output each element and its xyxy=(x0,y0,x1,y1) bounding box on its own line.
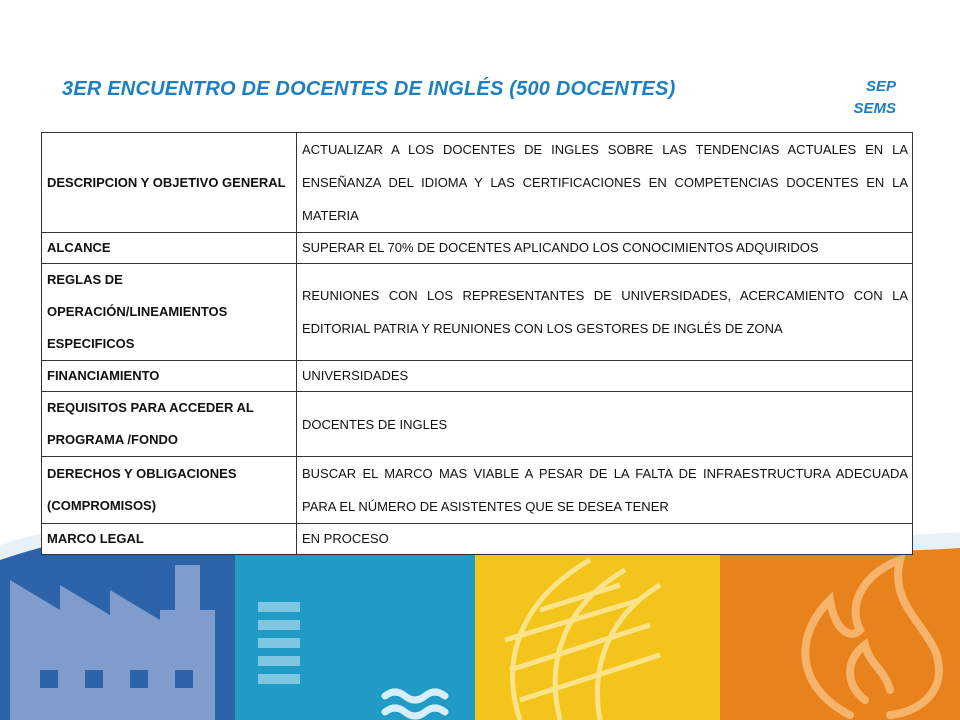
row-value: EN PROCESO xyxy=(297,524,913,555)
table-row xyxy=(42,392,913,457)
table-row xyxy=(42,233,913,264)
table-row xyxy=(42,133,913,233)
page-title: 3ER ENCUENTRO DE DOCENTES DE INGLÉS (500 DOCENTES) xyxy=(62,78,676,100)
row-label: ALCANCE xyxy=(42,233,297,264)
row-value: REUNIONES CON LOS REPRESENTANTES DE UNIVERSIDADES, ACERCAMIENTO CON LA EDITORIAL PATRIA Y REUNIONES CON LOS GESTORES DE INGLÉS DE ZONA xyxy=(297,264,913,361)
row-label: REQUISITOS PARA ACCEDER AL PROGRAMA /FONDO xyxy=(42,392,297,457)
agency-line-sep: SEP xyxy=(865,78,896,95)
row-label: FINANCIAMIENTO xyxy=(42,361,297,392)
row-value: BUSCAR EL MARCO MAS VIABLE A PESAR DE LA FALTA DE INFRAESTRUCTURA ADECUADA PARA EL NÚMERO DE ASISTENTES QUE SE DESEA TENER xyxy=(297,457,913,524)
program-table xyxy=(41,132,913,555)
table-row xyxy=(42,524,913,555)
row-value: ACTUALIZAR A LOS DOCENTES DE INGLES SOBRE LAS TENDENCIAS ACTUALES EN LA ENSEÑANZA DEL IDIOMA Y LAS CERTIFICACIONES EN COMPETENCIAS DOCENTES EN LA MATERIA xyxy=(297,133,913,233)
row-value: DOCENTES DE INGLES xyxy=(297,392,913,457)
table-row xyxy=(42,361,913,392)
agency-line-sems: SEMS xyxy=(853,100,896,117)
row-label: DESCRIPCION Y OBJETIVO GENERAL xyxy=(42,133,297,233)
row-label: REGLAS DE OPERACIÓN/LINEAMIENTOS ESPECIFICOS xyxy=(42,264,297,361)
row-value: SUPERAR EL 70% DE DOCENTES APLICANDO LOS CONOCIMIENTOS ADQUIRIDOS xyxy=(297,233,913,264)
row-label: DERECHOS Y OBLIGACIONES (COMPROMISOS) xyxy=(42,457,297,524)
row-label: MARCO LEGAL xyxy=(42,524,297,555)
table-row xyxy=(42,264,913,361)
agency-label xyxy=(853,76,896,120)
row-value: UNIVERSIDADES xyxy=(297,361,913,392)
table-row xyxy=(42,457,913,524)
